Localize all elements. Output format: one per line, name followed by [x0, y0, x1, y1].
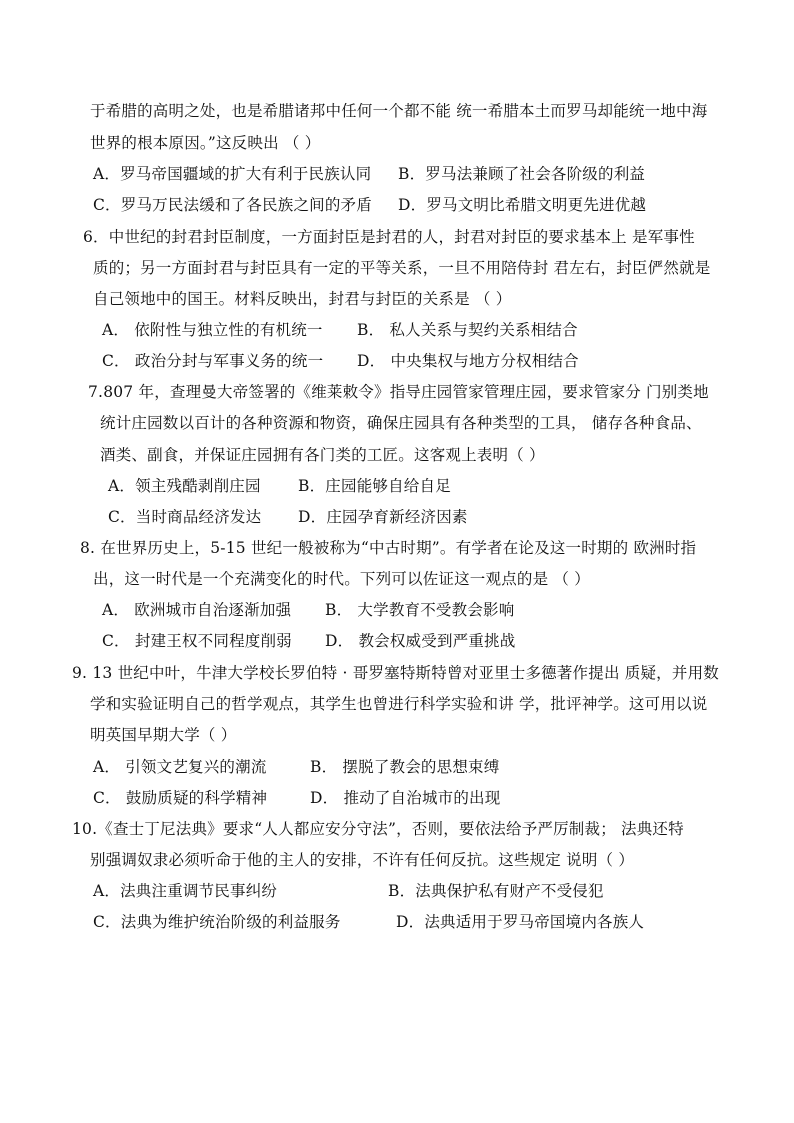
q8-option-d: D． 教会权威受到严重挑战	[325, 632, 516, 650]
q7-option-a: A．领主残酷剥削庄园	[108, 477, 261, 495]
q9-stem-line-3: 明英国早期大学（ ）	[90, 726, 237, 744]
q10-stem-line-1: 10.《查士丁尼法典》要求“人人都应安分守法”，否则，要依法给予严厉制裁； 法典还特	[72, 820, 684, 838]
q10-option-b: B．法典保护私有财产不受侵犯	[388, 882, 604, 900]
q7-stem-line-1: 7.807 年，查理曼大帝签署的《维莱敕令》指导庄园管家管理庄园，要求管家分 门别类地	[88, 383, 709, 401]
q5-option-d: D．罗马文明比希腊文明更先进优越	[398, 196, 647, 214]
q5-option-b: B．罗马法兼顾了社会各阶级的利益	[398, 165, 646, 183]
q6-stem-line-2: 质的；另一方面封君与封臣具有一定的平等关系，一旦不用陪侍封 君左右，封臣俨然就是	[93, 259, 711, 277]
q7-option-b: B．庄园能够自给自足	[298, 477, 451, 495]
q10-option-c: C．法典为维护统治阶级的利益服务	[93, 913, 341, 931]
q9-stem-line-1: 9. 13 世纪中叶，牛津大学校长罗伯特 · 哥罗塞特斯特曾对亚里士多德著作提出 质疑，并用数	[72, 664, 719, 682]
q8-stem-line-2: 出，这一时代是一个充满变化的时代。下列可以佐证这一观点的是 （ ）	[93, 570, 590, 588]
q5-stem-line-2: 世界的根本原因。”这反映出 （ ）	[90, 134, 321, 152]
q5-option-a: A．罗马帝国疆域的扩大有利于民族认同	[93, 165, 372, 183]
q9-option-c: C． 鼓励质疑的科学精神	[93, 789, 268, 807]
q8-option-c: C． 封建王权不同程度削弱	[102, 632, 292, 650]
q10-option-a: A．法典注重调节民事纠纷	[93, 882, 278, 900]
q8-stem-line-1: 8. 在世界历史上，5-15 世纪一般被称为“中古时期”。有学者在论及这一时期的 欧洲时指	[80, 539, 697, 557]
q7-stem-line-3: 酒类、副食，并保证庄园拥有各门类的工匠。这客观上表明（ ）	[100, 446, 545, 464]
q6-stem-line-1: 6．中世纪的封君封臣制度，一方面封臣是封君的人，封君对封臣的要求基本上 是军事性	[83, 228, 695, 246]
q7-option-c: C．当时商品经济发达	[108, 508, 262, 526]
q6-option-a: A． 依附性与独立性的有机统一	[102, 321, 323, 339]
q8-option-b: B． 大学教育不受教会影响	[325, 601, 515, 619]
q10-stem-line-2: 别强调奴隶必须听命于他的主人的安排，不许有任何反抗。这些规定 说明（ ）	[90, 851, 635, 869]
q7-option-d: D．庄园孕育新经济因素	[298, 508, 468, 526]
q6-stem-line-3: 自己领地中的国王。材料反映出，封君与封臣的关系是 （ ）	[93, 290, 512, 308]
q5-stem-line-1: 于希腊的高明之处，也是希腊诸邦中任何一个都不能 统一希腊本土而罗马却能统一地中海	[90, 102, 708, 120]
q10-option-d: D．法典适用于罗马帝国境内各族人	[396, 913, 645, 931]
q6-option-d: D． 中央集权与地方分权相结合	[357, 352, 579, 370]
q9-stem-line-2: 学和实验证明自己的哲学观点，其学生也曾进行科学实验和讲 学，批评神学。这可用以说	[90, 695, 708, 713]
q9-option-a: A． 引领文艺复兴的潮流	[93, 758, 267, 776]
q9-option-b: B． 摆脱了教会的思想束缚	[310, 758, 500, 776]
q6-option-b: B． 私人关系与契约关系相结合	[357, 321, 578, 339]
q7-stem-line-2: 统计庄园数以百计的各种资源和物资，确保庄园具有各种类型的工具， 储存各种食品、	[100, 414, 702, 432]
q8-option-a: A． 欧洲城市自治逐渐加强	[102, 601, 292, 619]
q9-option-d: D． 推动了自治城市的出现	[310, 789, 501, 807]
q6-option-c: C． 政治分封与军事义务的统一	[102, 352, 324, 370]
q5-option-c: C．罗马万民法缓和了各民族之间的矛盾	[93, 196, 372, 214]
